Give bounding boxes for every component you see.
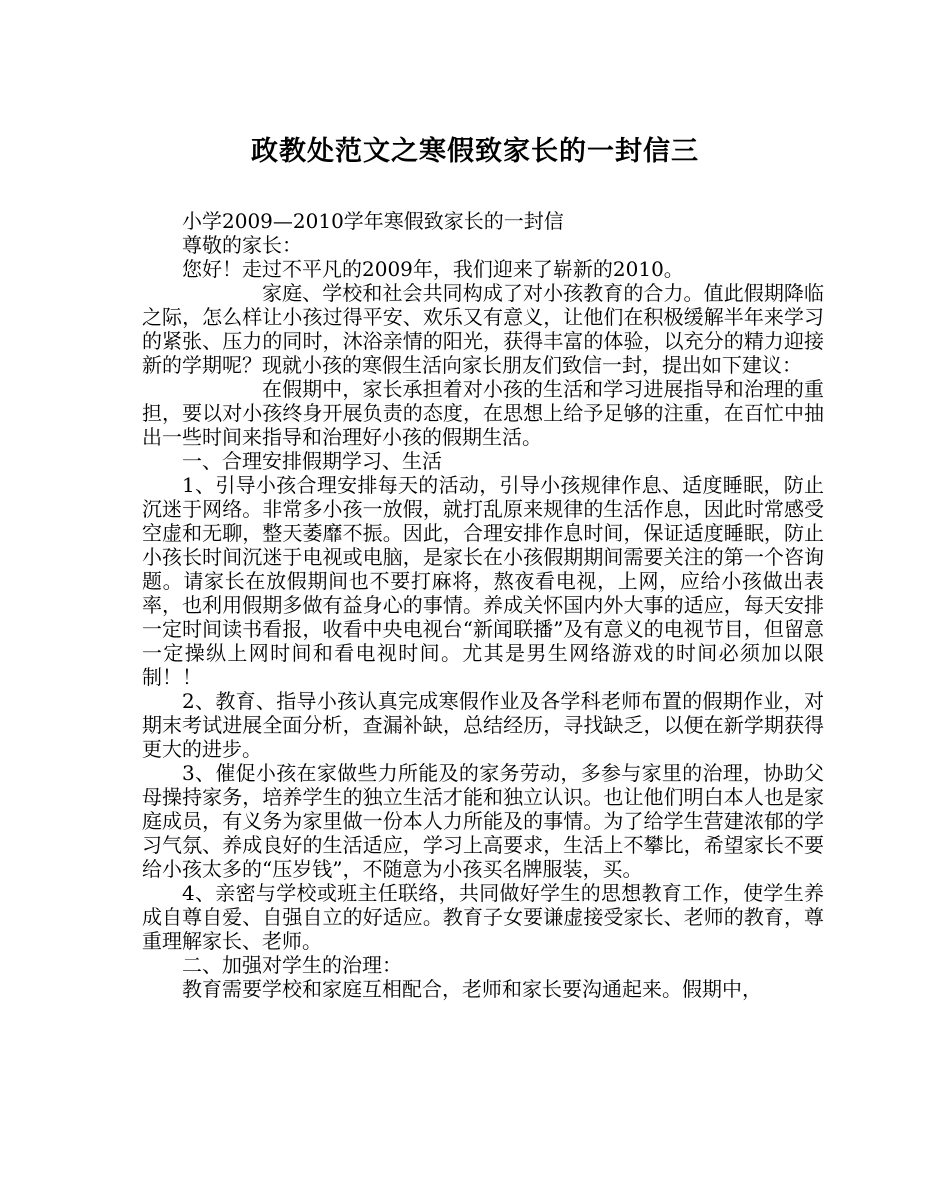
body-paragraph: 教育需要学校和家庭互相配合，老师和家长要沟通起来。假期中，: [182, 977, 762, 1001]
document-title: 政教处范文之寒假致家长的一封信三: [251, 136, 699, 167]
section-heading: 二、加强对学生的治理：: [182, 953, 402, 977]
letter-heading: 小学2009—2010学年寒假致家长的一封信: [182, 209, 564, 233]
greeting: 您好！走过不平凡的2009年，我们迎来了崭新的2010。: [182, 257, 684, 281]
salutation: 尊敬的家长：: [182, 233, 302, 257]
body-paragraph: 1、引导小孩合理安排每天的活动，引导小孩规律作息、适度睡眠，防止沉迷于网络。非常多小孩一放假，就打乱原来规律的生活作息，因此时常感受空虚和无聊，整天萎靡不振。因此，合理安排作息时间，保证适度睡眠，防止小孩长时间沉迷于电视或电脑，是家长在小孩假期期间需要关注的第一个咨询题。请家长在放假期间也不要打麻将，熬夜看电视，上网，应给小孩做出表率，也利用假期多做有益身心的事情。养成关怀国内外大事的适应，每天安排一定时间读书看报，收看中央电视台“新闻联播”及有意义的电视节目，但留意一定操纵上网时间和看电视时间。尤其是男生网络游戏的时间必须加以限制！！: [142, 473, 824, 689]
body-paragraph: 2、教育、指导小孩认真完成寒假作业及各学科老师布置的假期作业，对期末考试进展全面分析，查漏补缺，总结经历，寻找缺乏，以便在新学期获得更大的进步。: [142, 689, 824, 761]
section-heading: 一、合理安排假期学习、生活: [182, 449, 442, 473]
body-paragraph: 3、催促小孩在家做些力所能及的家务劳动，多参与家里的治理，协助父母操持家务，培养学生的独立生活才能和独立认识。也让他们明白本人也是家庭成员，有义务为家里做一份本人力所能及的事情。为了给学生营建浓郁的学习气氛、养成良好的生活适应，学习上高要求，生活上不攀比，希望家长不要给小孩太多的“压岁钱”，不随意为小孩买名牌服装，买。: [142, 761, 824, 881]
body-paragraph: 家庭、学校和社会共同构成了对小孩教育的合力。值此假期降临之际，怎么样让小孩过得平安、欢乐又有意义，让他们在积极缓解半年来学习的紧张、压力的同时，沐浴亲情的阳光，获得丰富的体验，以充分的精力迎接新的学期呢？现就小孩的寒假生活向家长朋友们致信一封，提出如下建议：: [142, 281, 824, 377]
body-paragraph: 在假期中，家长承担着对小孩的生活和学习进展指导和治理的重担，要以对小孩终身开展负责的态度，在思想上给予足够的注重，在百忙中抽出一些时间来指导和治理好小孩的假期生活。: [142, 377, 824, 449]
document-body: [142, 209, 824, 1001]
body-paragraph: 4、亲密与学校或班主任联络，共同做好学生的思想教育工作，使学生养成自尊自爱、自强自立的好适应。教育子女要谦虚接受家长、老师的教育，尊重理解家长、老师。: [142, 881, 824, 953]
